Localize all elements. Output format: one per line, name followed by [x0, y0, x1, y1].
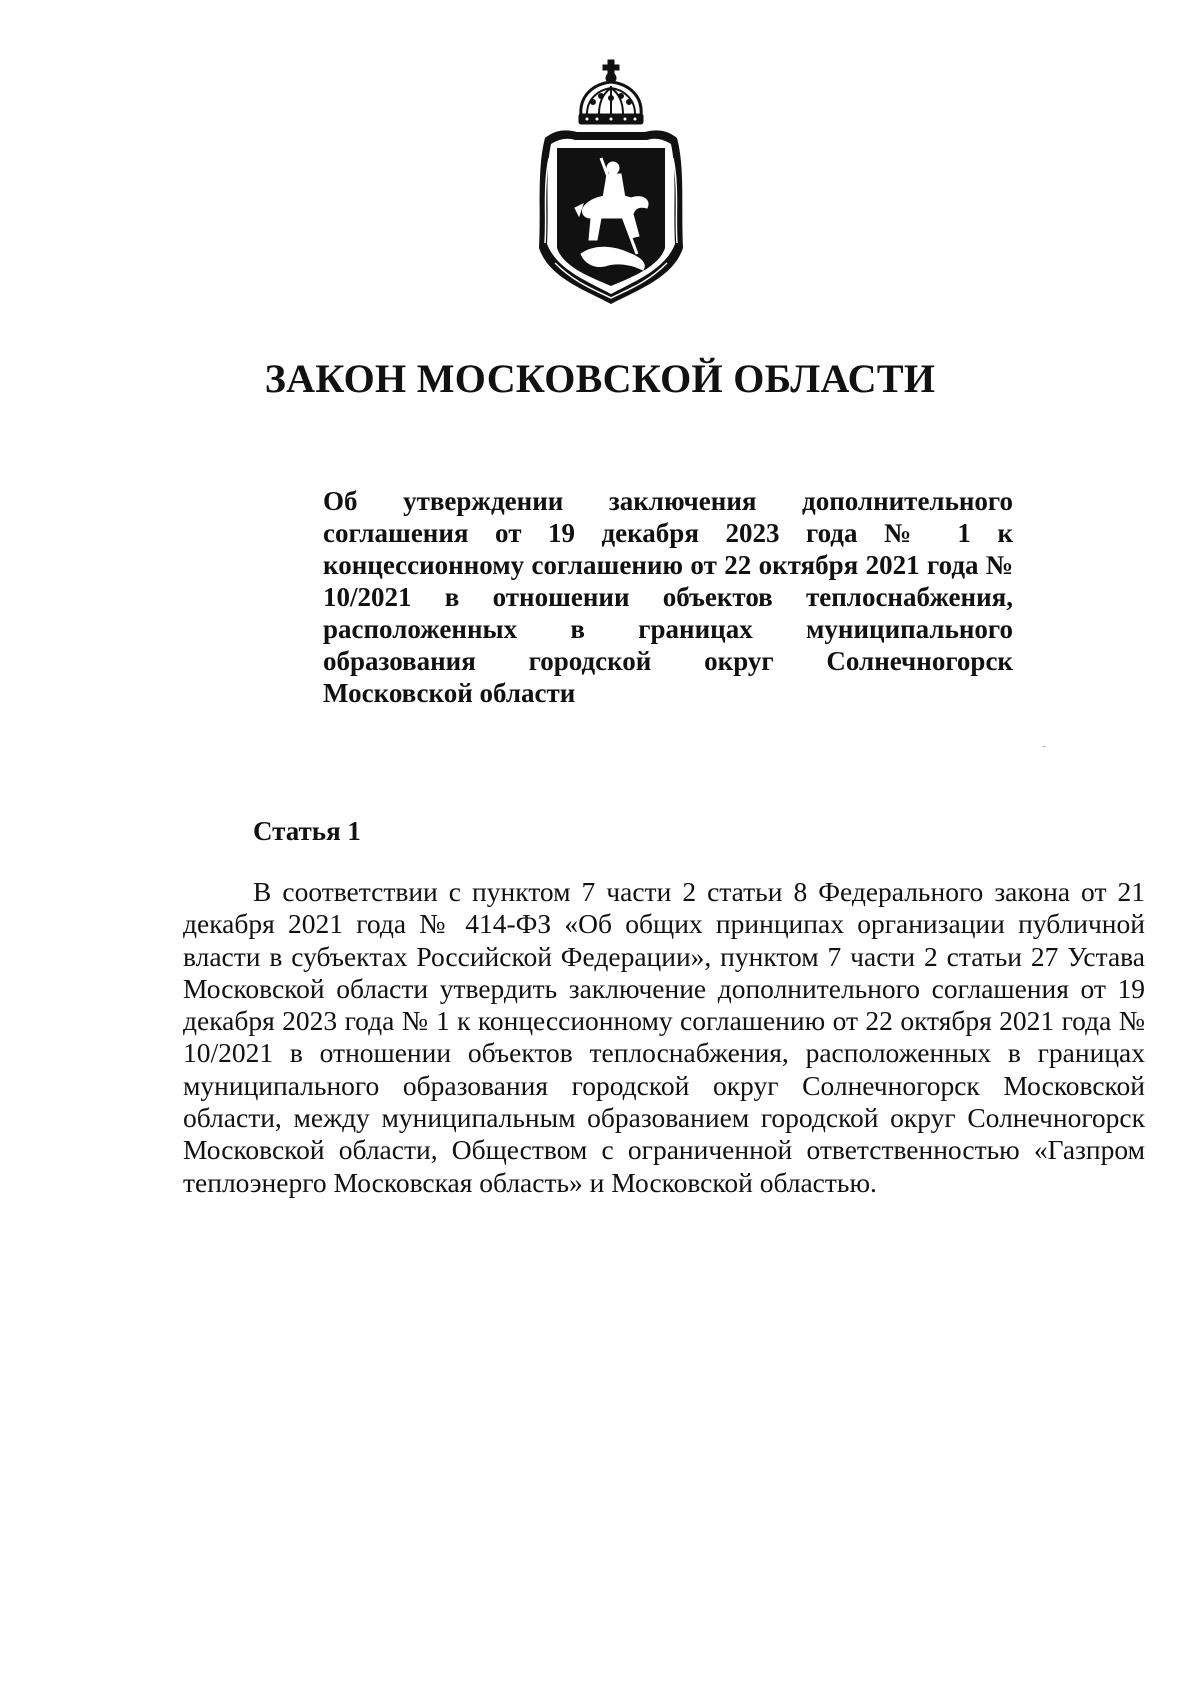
scan-artifact: [1043, 746, 1046, 747]
moscow-oblast-coat-of-arms-icon: [535, 58, 687, 308]
article-heading: Статья 1: [253, 816, 361, 846]
law-title: ЗАКОН МОСКОВСКОЙ ОБЛАСТИ: [264, 356, 936, 401]
law-subject: Об утверждении заключения дополнительного соглашения от 19 декабря 2023 года № 1 к концессионному соглашению от 22 октября 2021 года № 10/2021 в отношении объектов теплоснабжения, расположенных в границах муниципального образования городской округ Солнечногорск Московской области: [323, 486, 1013, 708]
article-body: В соответствии с пунктом 7 части 2 статьи 8 Федерального закона от 21 декабря 2021 года № 414-ФЗ «Об общих принципах организации публичной власти в субъектах Российской Федерации», пунктом 7 части 2 статьи 27 Устава Московской области утвердить заключение дополнительного соглашения от 19 декабря 2023 года № 1 к концессионному соглашению от 22 октября 2021 года № 10/2021 в отношении объектов теплоснабжения, расположенных в границах муниципального образования городской округ Солнечногорск Московской области, между муниципальным образованием городской округ Солнечногорск Московской области, Обществом с ограниченной ответственностью «Газпром теплоэнерго Московская область» и Московской областью.: [183, 876, 1145, 1198]
